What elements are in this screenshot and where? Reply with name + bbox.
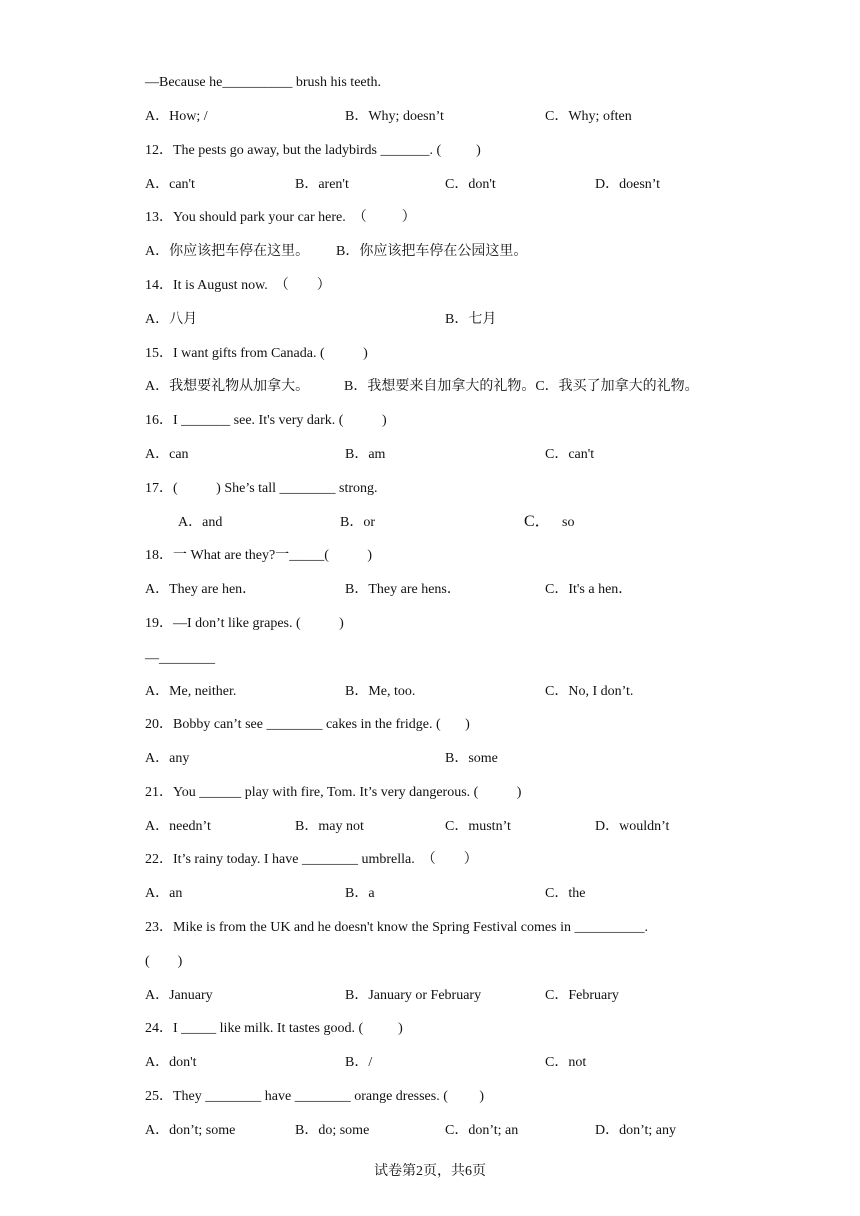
option-b: B．Why; doesn’t — [345, 109, 444, 124]
answer-blank: —________ — [145, 651, 215, 666]
question-23: 23．Mike is from the UK and he doesn't know the Spring Festival comes in __________. — [145, 920, 648, 935]
option-c: C．Why; often — [545, 109, 632, 124]
question-20: 20．Bobby can’t see ________ cakes in the fridge. ( ) — [145, 717, 470, 732]
option-c: C．not — [545, 1055, 587, 1070]
option-a: A．Me, neither. — [145, 684, 237, 699]
option-a: A．can — [145, 447, 189, 462]
option-a: A．They are hen． — [145, 582, 257, 597]
option-c: C．don’t; an — [445, 1123, 519, 1138]
option-b: B．七月 — [445, 312, 497, 327]
option-b-c: B．我想要来自加拿大的礼物。C．我买了加拿大的礼物。 — [344, 379, 699, 394]
option-b: B．a — [345, 886, 375, 901]
option-b: B．do; some — [295, 1123, 370, 1138]
option-c: C．can't — [545, 447, 595, 462]
option-c: C．mustn’t — [445, 819, 511, 834]
option-b: B．你应该把车停在公园这里。 — [336, 244, 528, 259]
option-c: C．the — [545, 886, 586, 901]
option-b: B．some — [445, 751, 498, 766]
option-b: B．am — [345, 447, 386, 462]
option-c: C．It's a hen． — [545, 582, 633, 597]
option-d: D．don’t; any — [595, 1123, 677, 1138]
option-a: A．你应该把车停在这里。 — [145, 244, 310, 259]
option-d: D．doesn’t — [595, 177, 661, 192]
question-15: 15．I want gifts from Canada. ( ) — [145, 346, 368, 361]
option-b: B．may not — [295, 819, 364, 834]
question-16: 16．I _______ see. It's very dark. ( ) — [145, 413, 387, 428]
question-text: —Because he__________ brush his teeth. — [145, 75, 382, 90]
option-b: B．January or February — [345, 988, 482, 1003]
question-19: 19．—I don’t like grapes. ( ) — [145, 616, 344, 631]
page-footer: 试卷第2页，共6页 — [374, 1164, 486, 1179]
option-d: D．wouldn’t — [595, 819, 670, 834]
option-a: A．八月 — [145, 312, 198, 327]
question-17: 17．( ) She’s tall ________ strong. — [145, 481, 378, 496]
option-b: B．/ — [345, 1055, 373, 1070]
question-13: 13．You should park your car here. （ ） — [145, 210, 416, 225]
option-a: A．我想要礼物从加拿大。 — [145, 379, 310, 394]
option-a: A．can't — [145, 177, 195, 192]
option-a: A．needn’t — [145, 819, 211, 834]
question-24: 24．I _____ like milk. It tastes good. ( ) — [145, 1021, 403, 1036]
option-b: B．or — [340, 515, 375, 530]
option-b: B．They are hens． — [345, 582, 461, 597]
answer-paren: ( ) — [145, 954, 183, 969]
option-c: C．don't — [445, 177, 496, 192]
question-21: 21．You ______ play with fire, Tom. It’s very dangerous. ( ) — [145, 785, 522, 800]
option-a: A．How; / — [145, 109, 208, 124]
option-b: B．Me, too. — [345, 684, 416, 699]
option-b: B．aren't — [295, 177, 349, 192]
option-c: C．No, I don’t. — [545, 684, 634, 699]
question-14: 14．It is August now. （ ） — [145, 278, 331, 293]
question-25: 25．They ________ have ________ orange dresses. ( ) — [145, 1089, 485, 1104]
option-a: A．any — [145, 751, 190, 766]
option-a: A．January — [145, 988, 213, 1003]
option-a: A．don't — [145, 1055, 197, 1070]
option-c: C．February — [545, 988, 619, 1003]
question-22: 22．It’s rainy today. I have ________ umbrella. （ ） — [145, 852, 478, 867]
option-c-text: so — [562, 515, 575, 530]
question-18: 18．一 What are they?一_____( ) — [145, 548, 373, 563]
option-c-label: C． — [524, 513, 551, 530]
question-12: 12．The pests go away, but the ladybirds _______. ( ) — [145, 143, 481, 158]
option-a: A．and — [178, 515, 223, 530]
option-a: A．don’t; some — [145, 1123, 236, 1138]
option-a: A．an — [145, 886, 183, 901]
